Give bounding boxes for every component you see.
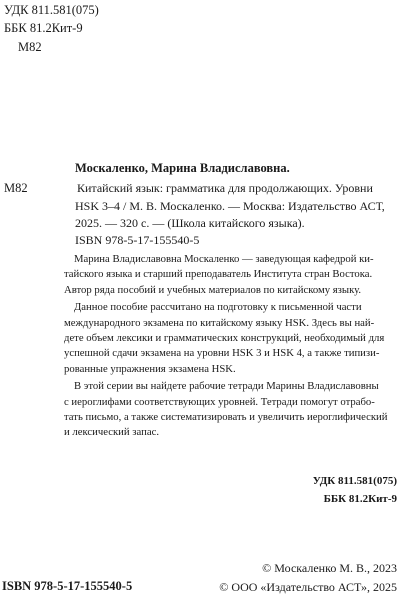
- annotation-line: Данное пособие рассчитано на подготовку к письменной части: [74, 301, 362, 314]
- isbn-footer: ISBN 978-5-17-155540-5: [2, 579, 133, 593]
- isbn-record: ISBN 978-5-17-155540-5: [75, 233, 200, 247]
- bbk-code-bottom: ББК 81.2Кит-9: [323, 493, 397, 505]
- udk-code-bottom: УДК 811.581(075): [312, 475, 397, 487]
- annotation-line: дете объем лексики и грамматических конструкций, необходимый для: [64, 332, 385, 345]
- annotation-paragraph-purpose: [64, 300, 399, 377]
- annotation-line: рованные упражнения экзамена HSK.: [64, 362, 236, 375]
- annotation-line: В этой серии вы найдете рабочие тетради Марины Владиславовны: [74, 380, 379, 393]
- bibliographic-record: [75, 180, 397, 233]
- copyright-publisher: © ООО «Издательство АСТ», 2025: [219, 580, 397, 594]
- author-heading: Москаленко, Марина Владиславовна.: [75, 161, 290, 175]
- annotation-line: тайского языка и старший преподаватель Института стран Востока.: [64, 268, 373, 281]
- bib-line-year-pages-series: 2025. — 320 с. — (Школа китайского языка).: [75, 216, 305, 230]
- annotation-line: успешной сдачи экзамена на уровни HSK 3 и HSK 4, а также типизи-: [64, 347, 380, 360]
- author-mark-top: M82: [18, 40, 42, 54]
- bib-line-author-publisher: HSK 3–4 / М. В. Москаленко. — Москва: Издательство АСТ,: [75, 198, 385, 213]
- annotation-line: и лексический запас.: [64, 426, 159, 439]
- annotation-paragraph-author: [64, 252, 399, 298]
- annotation-line: международного экзамена по китайскому языку HSK. Здесь вы най-: [64, 316, 375, 329]
- copyright-author: © Москаленко М. В., 2023: [262, 561, 397, 575]
- bib-line-title: Китайский язык: грамматика для продолжающих. Уровни: [77, 181, 373, 195]
- annotation-line: с иероглифами соответствующих уровней. Тетради помогут отрабо-: [64, 395, 375, 408]
- udk-code-top: УДК 811.581(075): [4, 3, 99, 17]
- author-mark-side: M82: [4, 181, 28, 195]
- annotation-paragraph-series: [64, 379, 399, 441]
- bbk-code-top: ББК 81.2Кит-9: [4, 21, 83, 35]
- annotation-line: Автор ряда пособий и учебных материалов по китайскому языку.: [64, 283, 362, 296]
- annotation-line: Марина Владиславовна Москаленко — заведующая кафедрой ки-: [74, 253, 374, 265]
- annotation-line: тать письмо, а также систематизировать и увеличить иероглифический: [64, 411, 388, 424]
- annotation: [64, 252, 399, 443]
